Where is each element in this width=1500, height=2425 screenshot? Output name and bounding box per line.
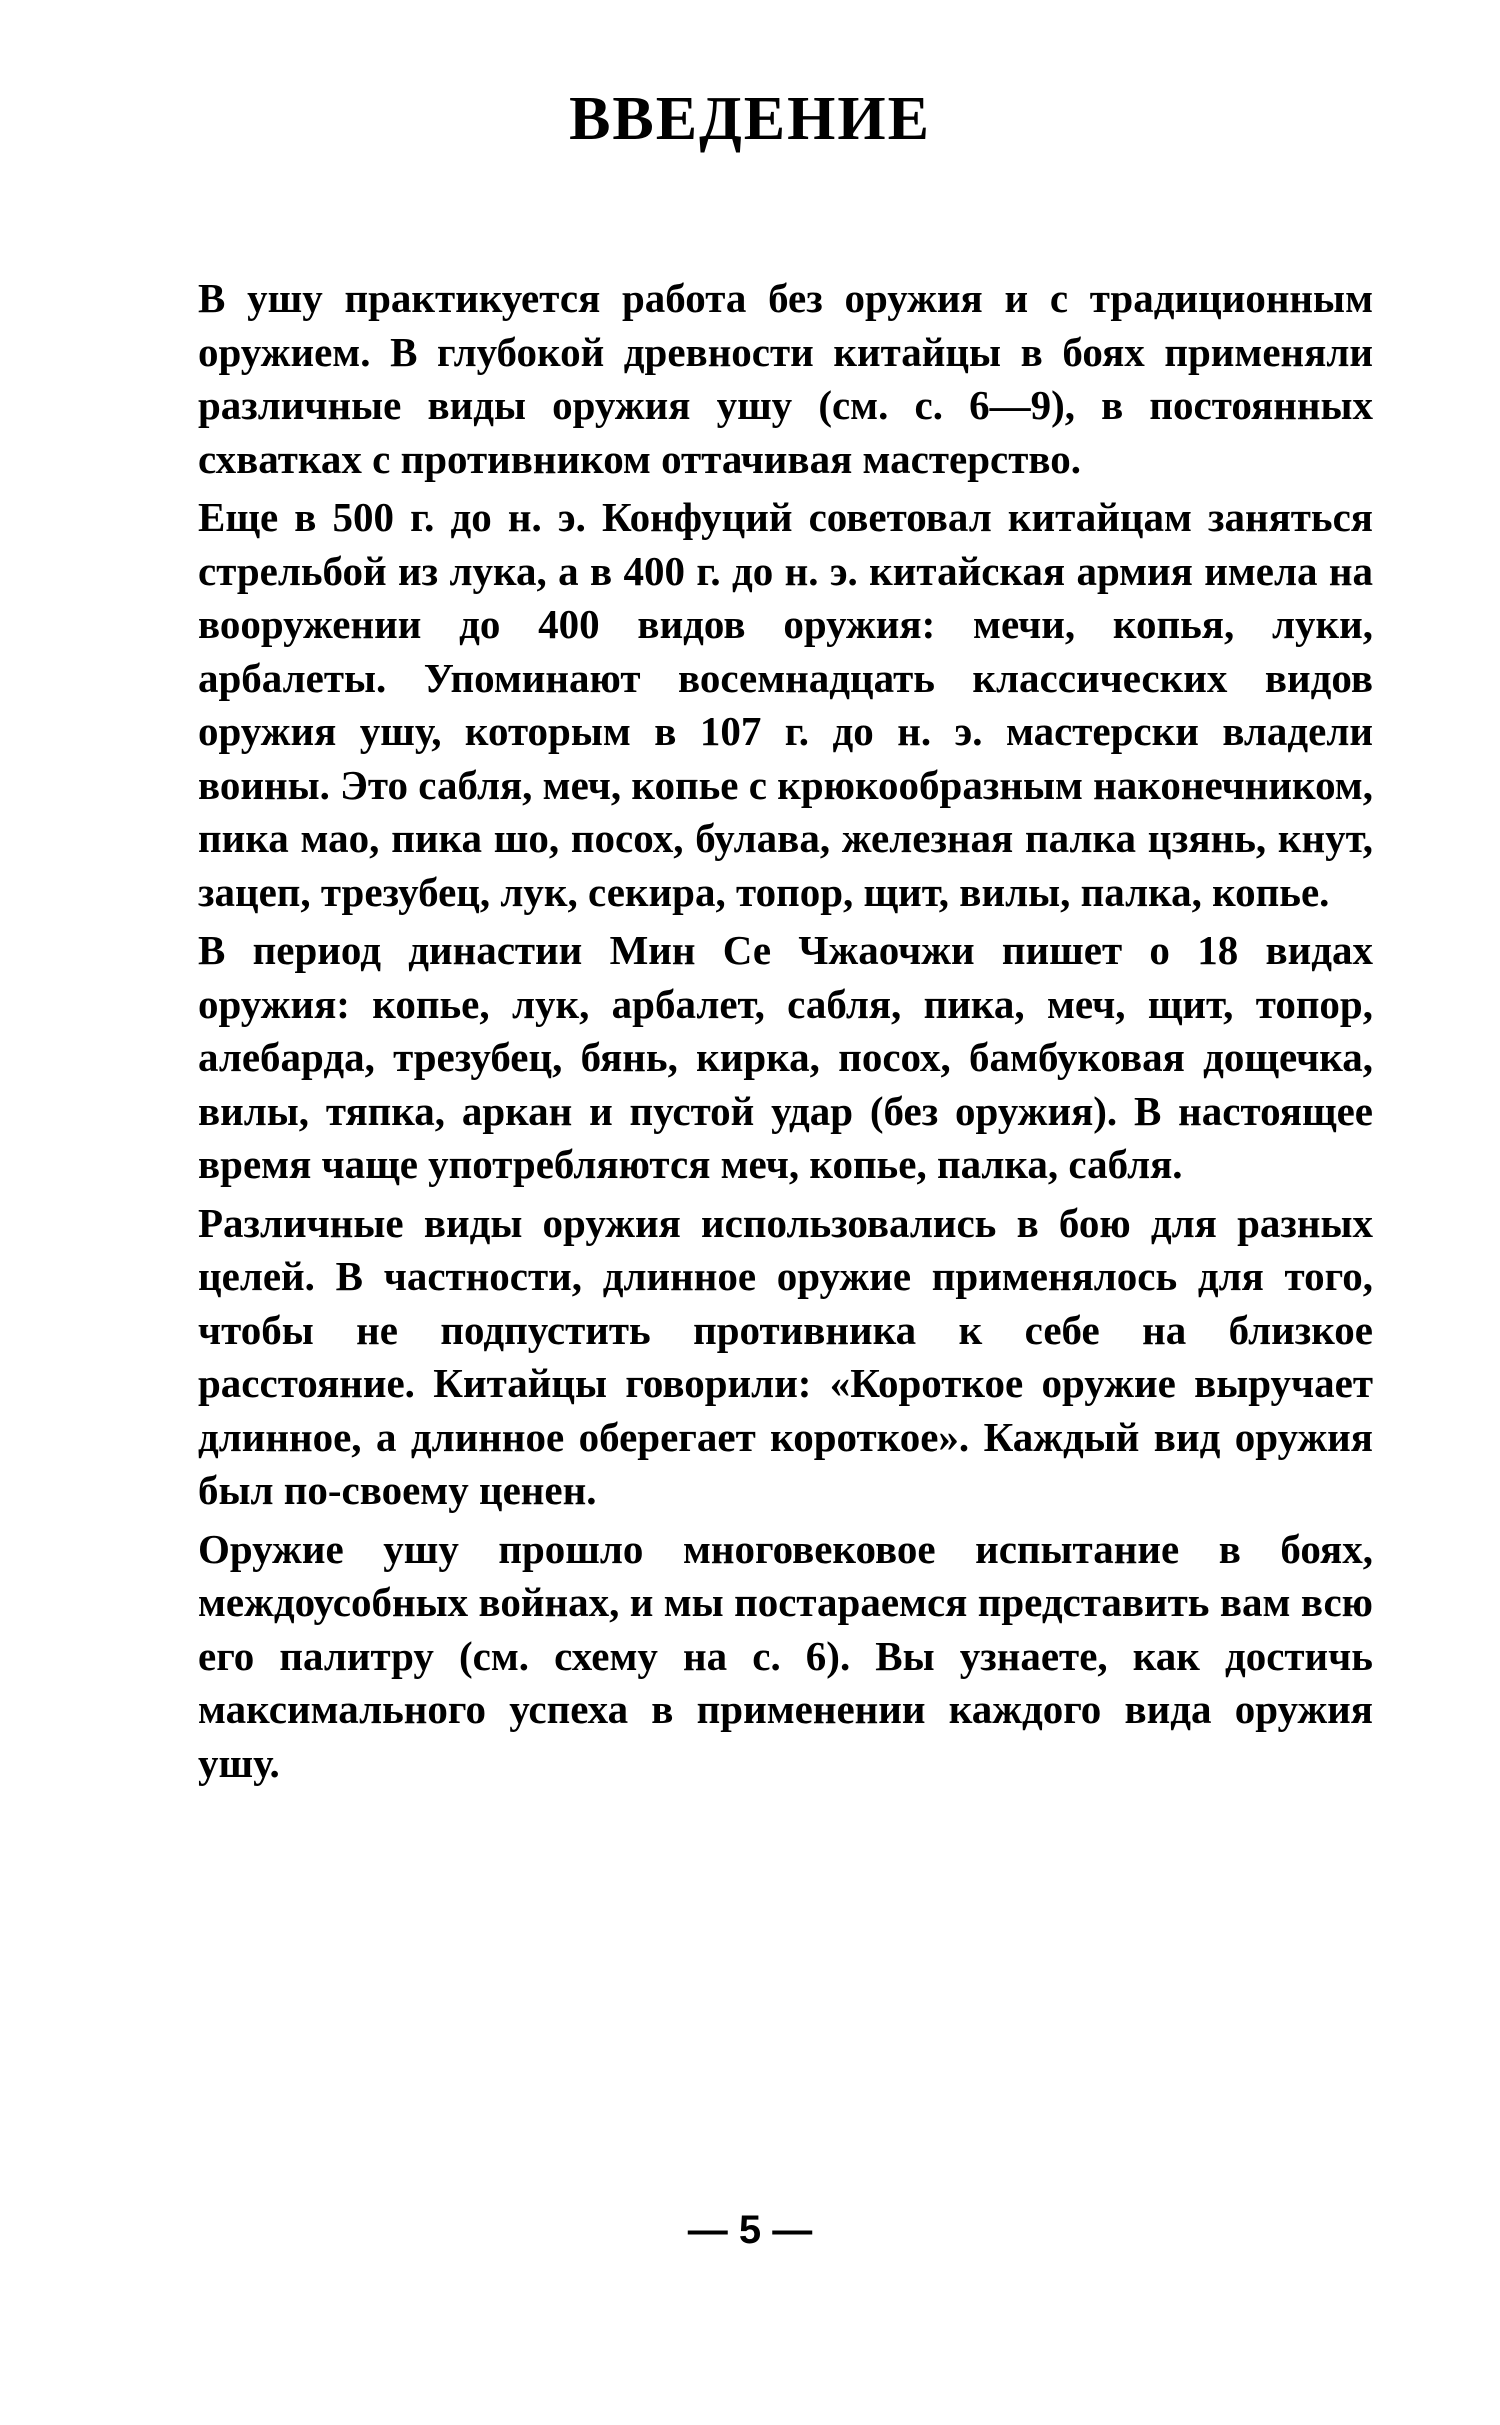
paragraph-3: В период династии Мин Се Чжаочжи пишет о 18 видах оружия: копье, лук, арбалет, сабля, пика, меч, щит, топор, алебарда, трезубец, бянь, кирка, посох, бамбуковая дощечка, вилы, тяпка, аркан и пустой удар (без оружия). В настоящее время чаще употребляются меч, копье, палка, сабля. (198, 927, 1373, 1187)
paragraph-2: Еще в 500 г. до н. э. Конфуций советовал китайцам заняться стрельбой из лука, а в 400 г. до н. э. китайская армия имела на вооружении до 400 видов оружия: мечи, копья, луки, арбалеты. Упоминают восемнадцать классических видов оружия ушу, которым в 107 г. до н. э. мастерски владели воины. Это сабля, меч, копье с крюкообразным наконечником, пика мао, пика шо, посох, булава, железная палка цзянь, кнут, зацеп, трезубец, лук, секира, топор, щит, вилы, палка, копье. (198, 494, 1373, 915)
page-number: — 5 — (687, 2208, 813, 2252)
body-text (198, 272, 1373, 1795)
chapter-title: ВВЕДЕНИЕ (569, 85, 931, 153)
paragraph-4: Различные виды оружия использовались в бою для разных целей. В частности, длинное оружие применялось для того, чтобы не подпустить противника к себе на близкое расстояние. Китайцы говорили: «Короткое оружие выручает длинное, а длинное оберегает короткое». Каждый вид оружия был по-своему ценен. (198, 1199, 1373, 1513)
paragraph-1: В ушу практикуется работа без оружия и с традиционным оружием. В глубокой древности китайцы в боях применяли различные виды оружия ушу (см. с. 6—9), в постоянных схватках с противником оттачивая мастерство. (198, 275, 1373, 482)
paragraph-5: Оружие ушу прошло многовековое испытание в боях, междоусобных войнах, и мы постараемся представить вам всю его палитру (см. схему на с. 6). Вы узнаете, как достичь максимального успеха в применении каждого вида оружия ушу. (198, 1525, 1373, 1786)
